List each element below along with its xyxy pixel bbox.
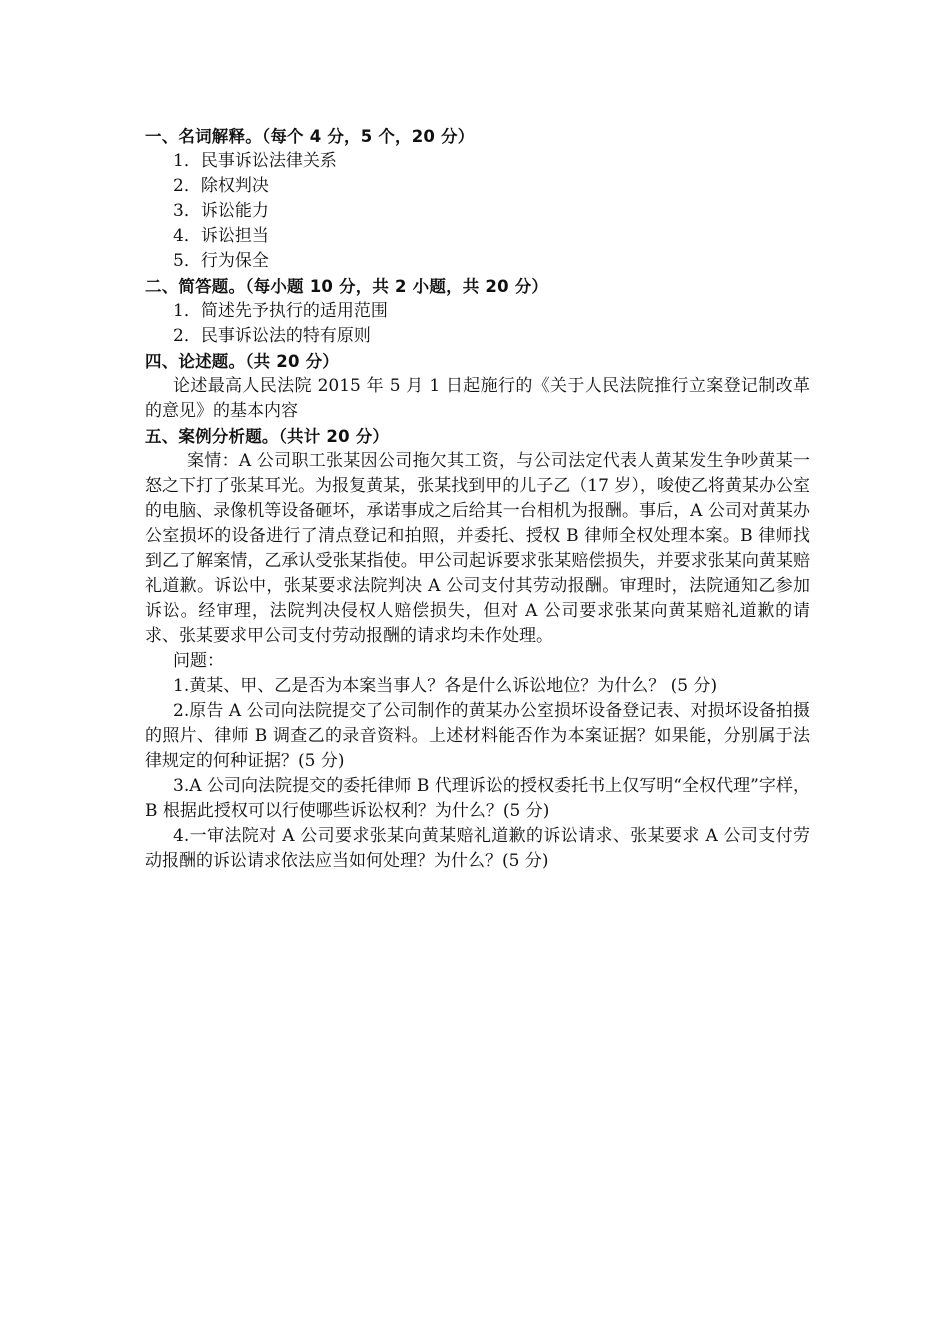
list-item: 1．简述先予执行的适用范围	[173, 301, 388, 321]
list-item: 5．行为保全	[173, 251, 269, 271]
exam-document	[145, 124, 810, 874]
section4-body: 论述最高人民法院 2015 年 5 月 1 日起施行的《关于人民法院推行立案登记制改革的意见》的基本内容	[145, 376, 810, 421]
section4-heading: 四、论述题。（共 20 分）	[145, 352, 340, 371]
question-1: 1.黄某、甲、乙是否为本案当事人？各是什么诉讼地位？为什么？ (5 分)	[173, 676, 718, 696]
question-3: 3.A 公司向法院提交的委托律师 B 代理诉讼的授权委托书上仅写明“全权代理”字样，B 根据此授权可以行使哪些诉讼权利？为什么？(5 分)	[145, 776, 810, 821]
list-item: 2．除权判决	[173, 176, 269, 196]
section2-list	[145, 299, 810, 349]
section5-heading: 五、案例分析题。（共计 20 分）	[145, 427, 390, 446]
questions-label: 问题：	[173, 651, 224, 671]
section1-list	[145, 149, 810, 274]
section1-heading: 一、名词解释。（每个 4 分，5 个，20 分）	[145, 127, 475, 146]
list-item: 3．诉讼能力	[173, 201, 269, 221]
case-description: 案情：A 公司职工张某因公司拖欠其工资，与公司法定代表人黄某发生争吵黄某一怒之下打了张某耳光。为报复黄某，张某找到甲的儿子乙（17 岁），唆使乙将黄某办公室的电脑、录像机等设备砸坏，承诺事成之后给其一台相机为报酬。事后，A 公司对黄某办公室损坏的设备进行了清点登记和拍照，并委托、授权 B 律师全权处理本案。B 律师找到乙了解案情，乙承认受张某指使。甲公司起诉要求张某赔偿损失，并要求张某向黄某赔礼道歉。诉讼中，张某要求法院判决 A 公司支付其劳动报酬。审理时，法院通知乙参加诉讼。经审理，法院判决侵权人赔偿损失，但对 A 公司要求张某向黄某赔礼道歉的请求、张某要求甲公司支付劳动报酬的请求均未作处理。	[145, 451, 810, 646]
list-item: 4．诉讼担当	[173, 226, 269, 246]
section2-heading: 二、简答题。（每小题 10 分，共 2 小题，共 20 分）	[145, 277, 549, 296]
list-item: 2．民事诉讼法的特有原则	[173, 326, 371, 346]
list-item: 1．民事诉讼法律关系	[173, 151, 337, 171]
question-4: 4.一审法院对 A 公司要求张某向黄某赔礼道歉的诉讼请求、张某要求 A 公司支付劳动报酬的诉讼请求依法应当如何处理？为什么？(5 分)	[145, 826, 810, 871]
question-2: 2.原告 A 公司向法院提交了公司制作的黄某办公室损坏设备登记表、对损坏设备拍摄的照片、律师 B 调查乙的录音资料。上述材料能否作为本案证据？如果能，分别属于法律规定的何种证据？(5 分)	[145, 701, 810, 771]
